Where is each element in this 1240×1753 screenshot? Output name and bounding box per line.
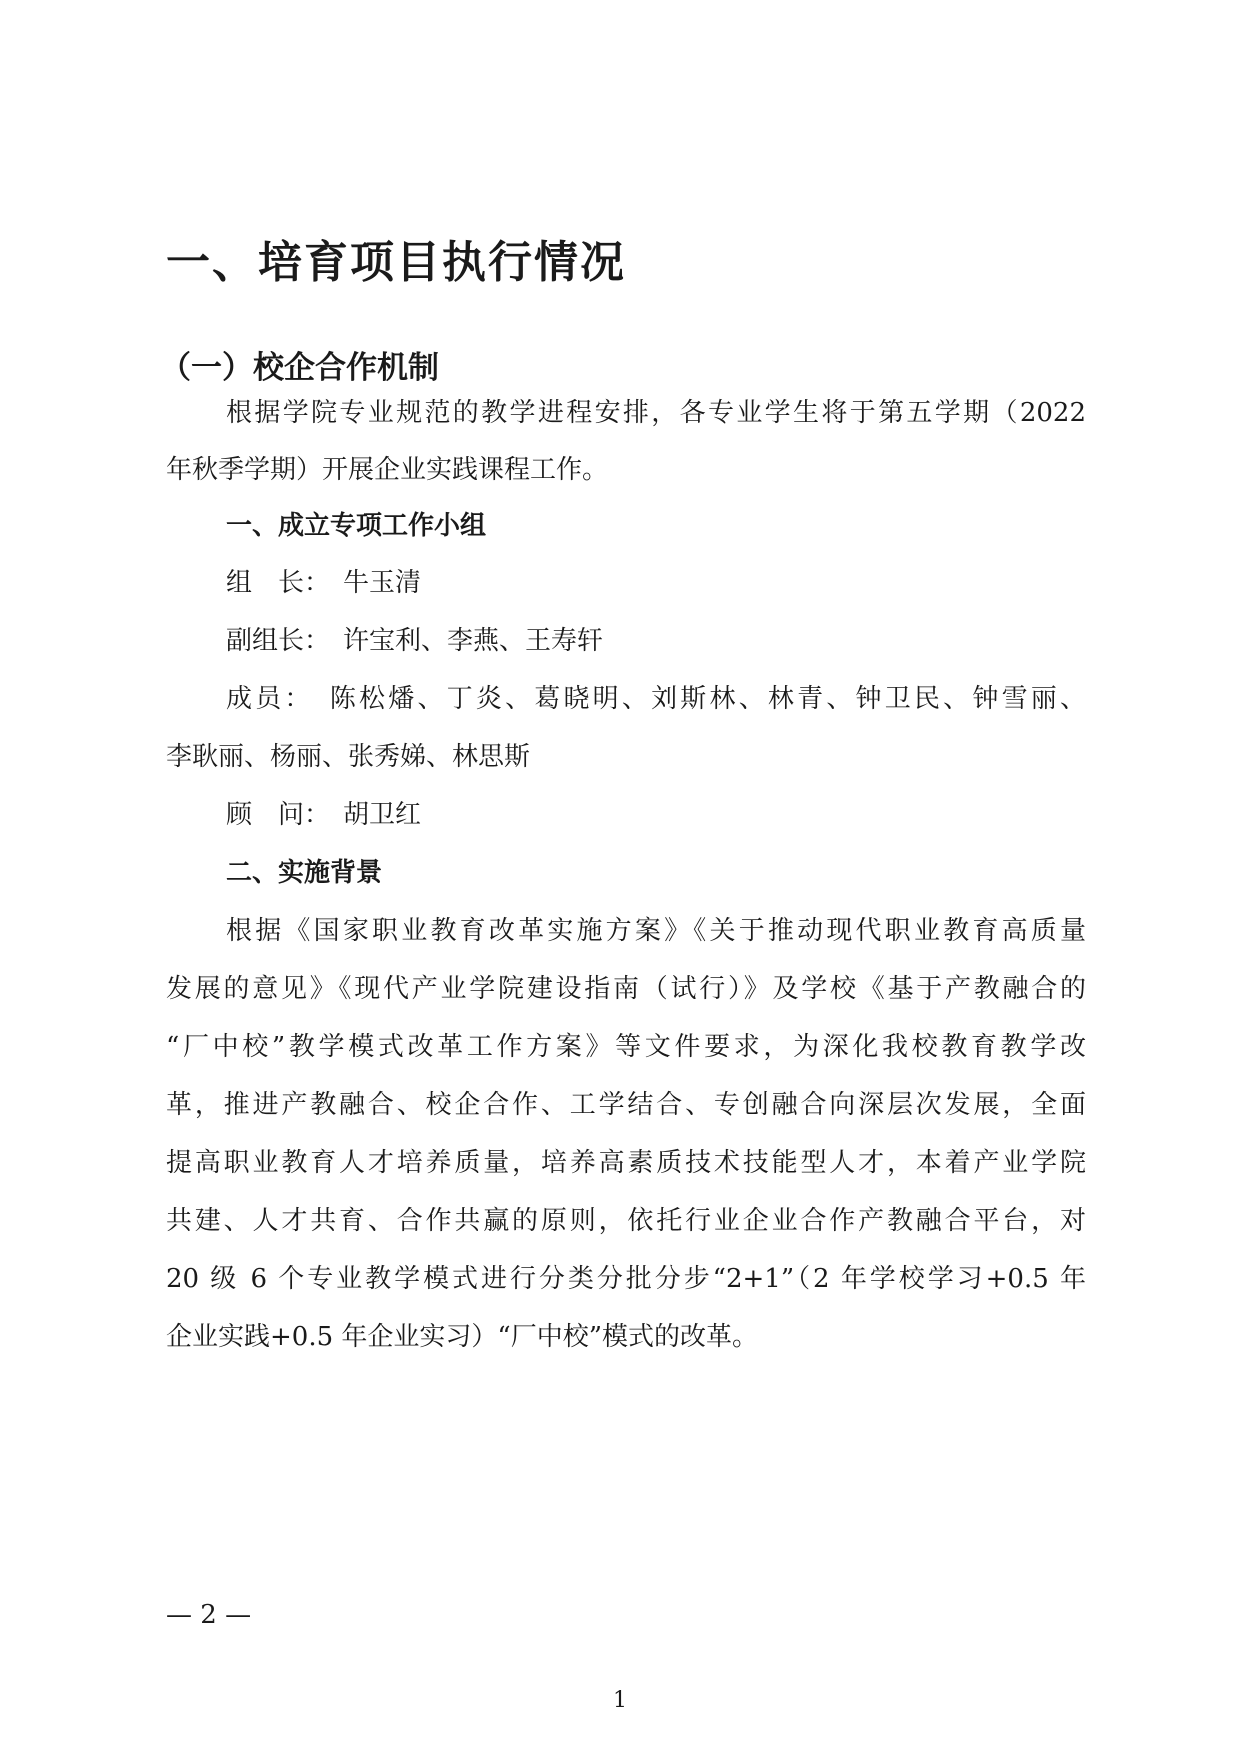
background-line: 共建、人才共育、合作共赢的原则，依托行业企业合作产教融合平台，对 bbox=[166, 1206, 1086, 1236]
background-line: 20 级 6 个专业教学模式进行分类分批分步“2+1”（2 年学校学习+0.5 年 bbox=[166, 1264, 1086, 1294]
section-title: 一、培育项目执行情况 bbox=[166, 237, 626, 288]
background-line: 革，推进产教融合、校企合作、工学结合、专创融合向深层次发展，全面 bbox=[166, 1090, 1086, 1120]
group-members-line-1: 成员： 陈松燔、丁炎、葛晓明、刘斯林、林青、钟卫民、钟雪丽、 bbox=[226, 684, 1086, 714]
background-line: 根据《国家职业教育改革实施方案》《关于推动现代职业教育高质量 bbox=[226, 916, 1086, 946]
footer-page-number: 1 bbox=[613, 1688, 627, 1713]
group-vice-leader: 副组长： 许宝利、李燕、王寿轩 bbox=[226, 626, 604, 656]
group-members-line-2: 李耿丽、杨丽、张秀娣、林思斯 bbox=[166, 742, 531, 772]
group-heading: 一、成立专项工作小组 bbox=[226, 511, 487, 541]
background-line: 提高职业教育人才培养质量，培养高素质技术技能型人才，本着产业学院 bbox=[166, 1148, 1086, 1178]
background-line: “厂中校”教学模式改革工作方案》等文件要求，为深化我校教育教学改 bbox=[166, 1032, 1086, 1062]
group-leader: 组 长： 牛玉清 bbox=[226, 568, 422, 598]
intro-line-1: 根据学院专业规范的教学进程安排，各专业学生将于第五学期（2022 bbox=[226, 398, 1086, 428]
background-heading: 二、实施背景 bbox=[226, 858, 383, 888]
intro-line-2: 年秋季学期）开展企业实践课程工作。 bbox=[166, 455, 609, 485]
background-line: 发展的意见》《现代产业学院建设指南（试行）》及学校《基于产教融合的 bbox=[166, 974, 1086, 1004]
subsection-title: （一）校企合作机制 bbox=[160, 350, 439, 386]
background-line: 企业实践+0.5 年企业实习）“厂中校”模式的改革。 bbox=[166, 1322, 758, 1352]
footer-page-label: — 2 — bbox=[166, 1600, 252, 1630]
group-advisor: 顾 问： 胡卫红 bbox=[226, 800, 422, 830]
